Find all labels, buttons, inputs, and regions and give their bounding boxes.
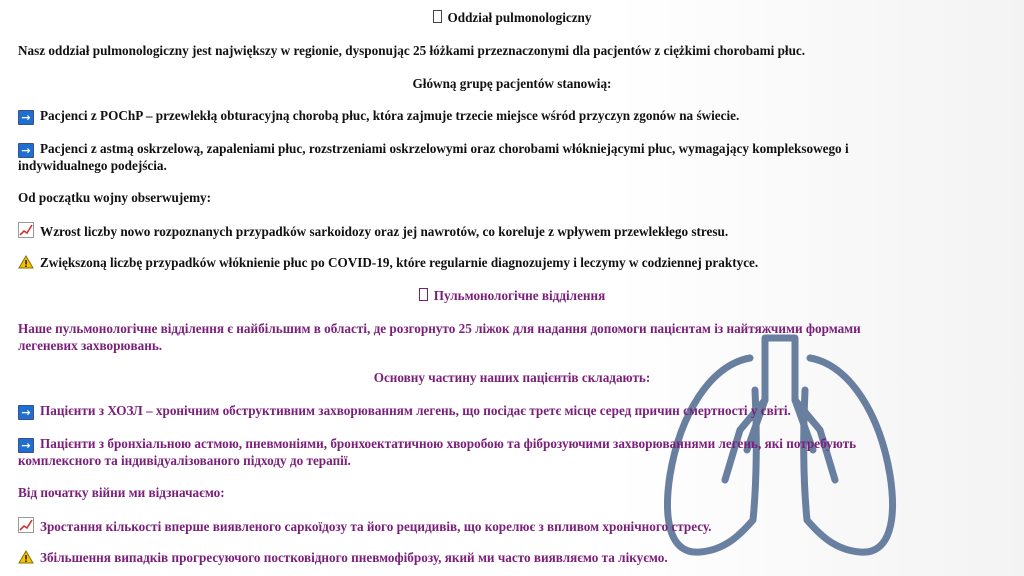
polish-bullet-copd: → Pacjenci z POChP – przewlekłą obturacyjną chorobą płuc, która zajmuje trzecie miejsce wśród przyczyn zgonów na świecie. <box>18 108 1008 125</box>
warning-icon <box>18 255 34 269</box>
missing-glyph-box-icon <box>419 288 428 301</box>
ukrainian-intro-cont: легеневих захворювань. <box>18 338 163 353</box>
ukrainian-group-heading: Основну частину наших пацієнтів складають: <box>373 370 651 385</box>
chart-increasing-icon <box>18 222 34 238</box>
ukrainian-bullet-asthma: → Пацієнти з бронхіальною астмою, пневмоніями, бронхоектатичною хворобою та фіброзуючими захворюваннями легень, які потребують <box>18 436 1008 453</box>
ukrainian-war-heading: Від початку війни ми відзначаємо: <box>18 485 225 500</box>
ukrainian-bullet-asthma-cont: комплексного та індивідуалізованого підходу до терапії. <box>18 453 351 468</box>
ukrainian-intro: Наше пульмонологічне відділення є найбільшим в області, де розгорнуто 25 ліжок для надання допомоги пацієнтам із найтяжчими формами <box>18 321 861 336</box>
polish-observation-sarcoidosis: Wzrost liczby nowo rozpoznanych przypadków sarkoidozy oraz jej nawrotów, co koreluje z wpływem przewlekłego stresu. <box>18 222 1008 240</box>
polish-title: Oddział pulmonologiczny <box>0 10 1024 26</box>
right-arrow-icon: → <box>18 143 34 158</box>
polish-bullet-asthma-cont: indywidualnego podejścia. <box>18 158 167 173</box>
missing-glyph-box-icon <box>433 10 442 23</box>
ukrainian-title: Пульмонологічне відділення <box>0 288 1024 304</box>
polish-group-heading: Główną grupę pacjentów stanowią: <box>412 76 612 91</box>
right-arrow-icon: → <box>18 438 34 453</box>
ukrainian-bullet-copd: → Пацієнти з ХОЗЛ – хронічним обструктивним захворюванням легень, що посідає третє місце серед причин смертності у світі. <box>18 403 1008 420</box>
ukrainian-observation-fibrosis: Збільшення випадків прогресуючого постковідного пневмофіброзу, який ми часто виявляємо та лікуємо. <box>18 550 1008 566</box>
polish-observation-fibrosis: Zwiększoną liczbę przypadków włóknienie płuc po COVID-19, które regularnie diagnozujemy i leczymy w codziennej praktyce. <box>18 255 1008 271</box>
ukrainian-observation-sarcoidosis: Зростання кількості вперше виявленого саркоїдозу та його рецидивів, що корелює з впливом хронічного стресу. <box>18 517 1008 535</box>
polish-war-heading: Od początku wojny obserwujemy: <box>18 190 212 205</box>
chart-increasing-icon <box>18 517 34 533</box>
polish-bullet-asthma: → Pacjenci z astmą oskrzelową, zapaleniami płuc, rozstrzeniami oskrzelowymi oraz chorobami włókniejącymi płuc, wymagający kompleksowego i <box>18 141 1008 158</box>
right-arrow-icon: → <box>18 110 34 125</box>
polish-intro: Nasz oddział pulmonologiczny jest największy w regionie, dysponując 25 łóżkami przeznaczonymi dla pacjentów z ciężkimi chorobami płuc. <box>18 43 806 58</box>
right-arrow-icon: → <box>18 405 34 420</box>
warning-icon <box>18 550 34 564</box>
